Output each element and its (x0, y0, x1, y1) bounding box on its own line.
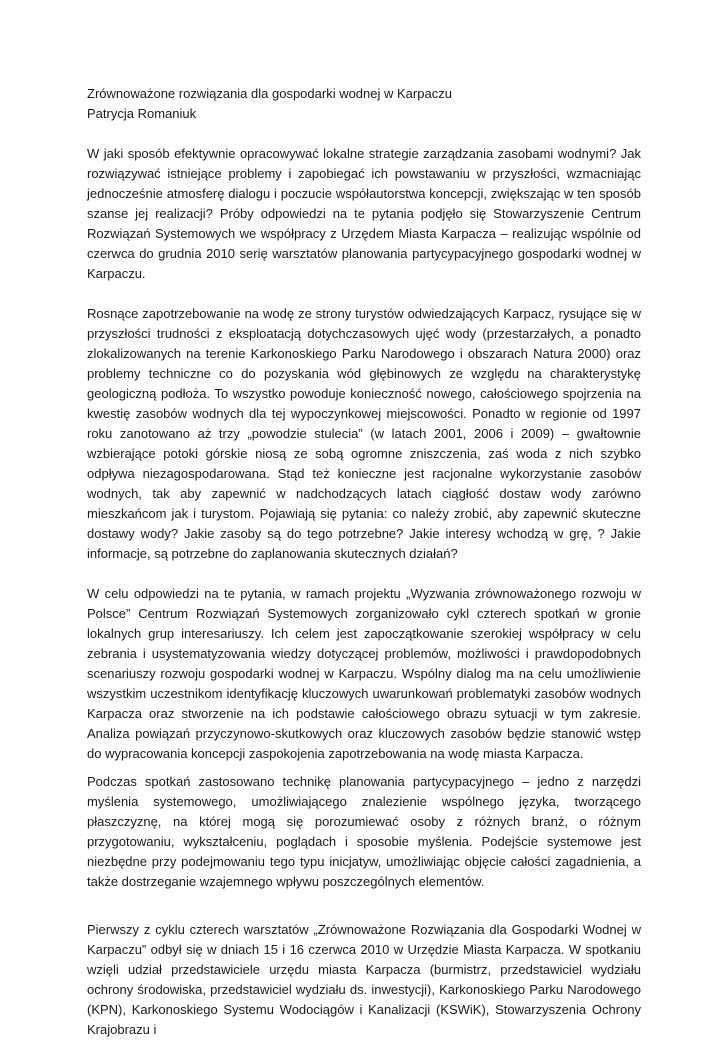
spacer (87, 764, 641, 772)
document-title: Zrównoważone rozwiązania dla gospodarki wodnej w Karpaczu (87, 86, 452, 101)
paragraph-project: W celu odpowiedzi na te pytania, w ramach projektu „Wyzwania zrównoważonego rozwoju w Polsce” Centrum Rozwiązań Systemowych zorganizowało cykl czterech spotkań w gronie lokalnych grup interesariuszy. Ich celem jest zapoczątkowanie szerokiej współpracy w celu zebrania i usystematyzowania wiedzy dotyczącej problemów, możliwości i prawdopodobnych scenariuszy rozwoju gospodarki wodnej w Karpaczu. Wspólny dialog ma na celu umożliwienie wszystkim uczestnikom identyfikację kluczowych uwarunkowań problematyki zasobów wodnych Karpacza oraz stworzenie na ich podstawie całościowego obrazu sytuacji w tym zakresie. Analiza powiązań przyczynowo-skutkowych oraz kluczowych zasobów będzie stanowić wstęp do wypracowania koncepcji zaspokojenia zapotrzebowania na wodę miasta Karpacza. (87, 586, 641, 761)
spacer (87, 124, 641, 144)
paragraph-method: Podczas spotkań zastosowano technikę planowania partycypacyjnego – jedno z narzędzi myślenia systemowego, umożliwiającego znalezienie wspólnego języka, tworzącego płaszczyznę, na której mogą się porozumiewać osoby z różnych branż, o różnym przygotowaniu, wykształceniu, poglądach i sposobie myślenia. Podejście systemowe jest niezbędne przy podejmowaniu tego typu inicjatyw, umożliwiając objęcie całości zagadnienia, a także dostrzeganie wzajemnego wpływu poszczególnych elementów. (87, 774, 641, 889)
spacer (87, 892, 641, 920)
paragraph-demand: Rosnące zapotrzebowanie na wodę ze strony turystów odwiedzających Karpacz, rysujące się w przyszłości trudności z eksploatacją dotychczasowych ujęć wody (przestarzałych, a ponadto zlokalizowanych na terenie Karkonoskiego Parku Narodowego i obszarach Natura 2000) oraz problemy techniczne co do pozyskania wód głębinowych ze względu na charakterystykę geologiczną podłoża. To wszystko powoduje konieczność nowego, całościowego spojrzenia na kwestię zasobów wodnych dla tej wypoczynkowej miejscowości. Ponadto w regionie od 1997 roku zanotowano aż trzy „powodzie stulecia” (w latach 2001, 2006 i 2009) – gwałtownie wzbierające potoki górskie niosą ze sobą ogromne zniszczenia, zaś woda z nich szybko odpływa niezagospodarowana. Stąd też konieczne jest racjonalne wykorzystanie zasobów wodnych, tak aby zapewnić w nadchodzących latach ciągłość dostaw wody zarówno mieszkańcom jak i turystom. Pojawiają się pytania: co należy zrobić, aby zapewnić skuteczne dostawy wody? Jakie zasoby są do tego potrzebne? Jakie interesy wchodzą w grę, ? Jakie informacje, są potrzebne do zaplanowania skutecznych działań? (87, 306, 641, 561)
paragraph-first-workshop: Pierwszy z cyklu czterech warsztatów „Zrównoważone Rozwiązania dla Gospodarki Wodnej w Karpaczu” odbył się w dniach 15 i 16 czerwca 2010 w Urzędzie Miasta Karpacza. W spotkaniu wzięli udział przedstawiciele urzędu miasta Karpacza (burmistrz, przedstawiciel wydziału ochrony środowiska, przedstawiciel wydziału ds. inwestycji), Karkonoskiego Parku Narodowego (KPN), Karkonoskiego Systemu Wodociągów i Kanalizacji (KSWiK), Stowarzyszenia Ochrony Krajobrazu i (87, 922, 641, 1037)
spacer (87, 564, 641, 584)
document-body (87, 84, 641, 1040)
document-author: Patrycja Romaniuk (87, 106, 197, 121)
spacer (87, 284, 641, 304)
paragraph-intro: W jaki sposób efektywnie opracowywać lokalne strategie zarządzania zasobami wodnymi? Jak rozwiązywać istniejące problemy i zapobiegać ich powstawaniu w przyszłości, wzmacniając jednocześnie atmosferę dialogu i poczucie współautorstwa koncepcji, zwiększając w ten sposób szanse jej realizacji? Próby odpowiedzi na te pytania podjęło się Stowarzyszenie Centrum Rozwiązań Systemowych we współpracy z Urzędem Miasta Karpacza – realizując wspólnie od czerwca do grudnia 2010 serię warsztatów planowania partycypacyjnego gospodarki wodnej w Karpaczu. (87, 146, 641, 281)
